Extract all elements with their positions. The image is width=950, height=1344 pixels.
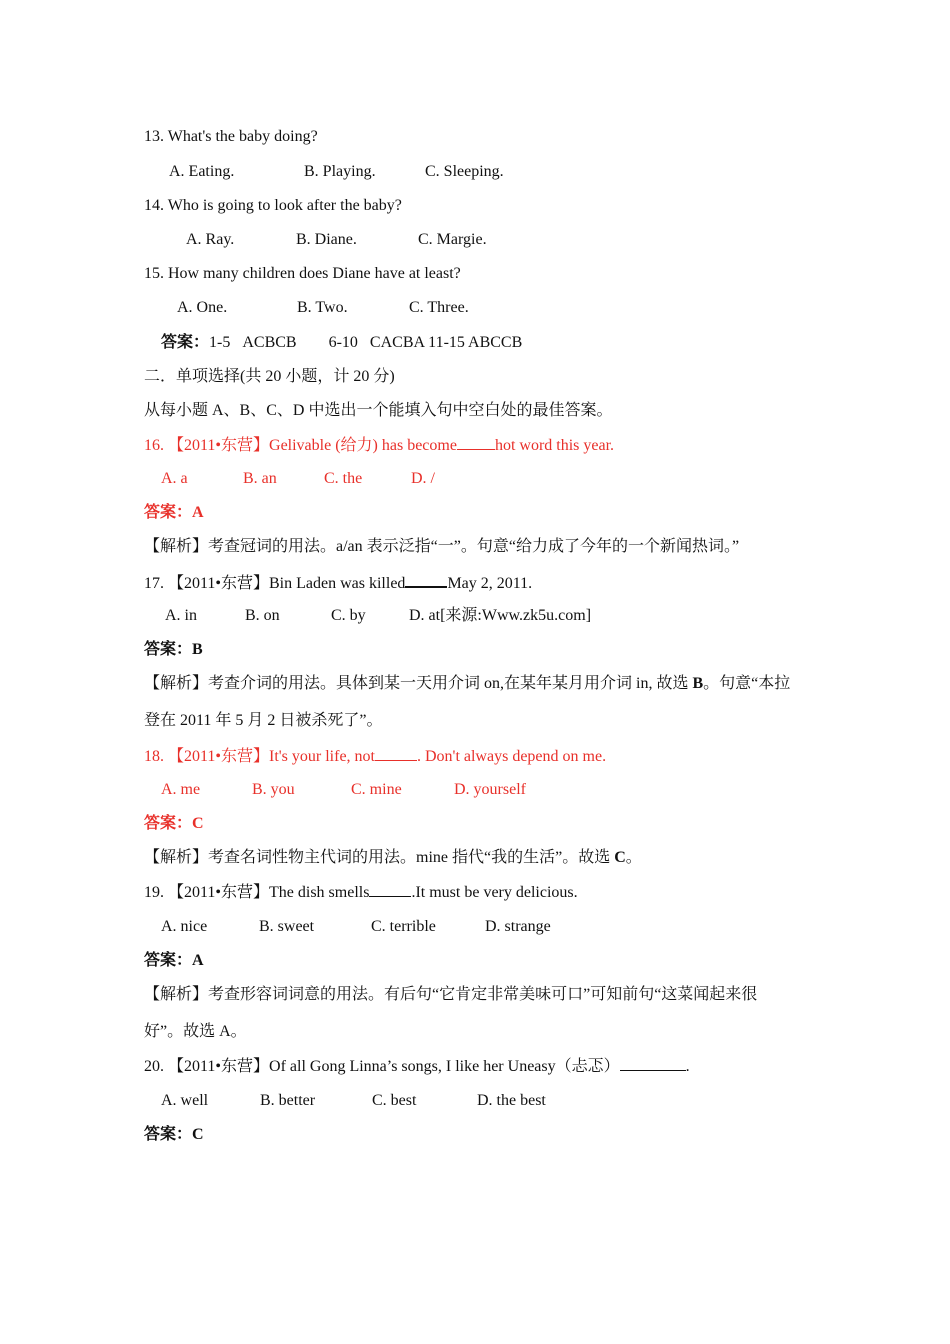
answer-blank — [375, 746, 417, 761]
answer-label: 答案： — [144, 1126, 193, 1143]
listening-answer-line — [161, 333, 522, 353]
answer-blank — [620, 1056, 686, 1071]
question-17-analysis-line-2: 登在 2011 年 5 月 2 日被杀死了”。 — [144, 712, 383, 729]
answer-blank — [369, 882, 411, 897]
option-a: A. One. — [177, 299, 228, 316]
option-a: A. Eating. — [169, 163, 235, 180]
answer-value: A — [192, 504, 204, 521]
option-a: A. a — [161, 470, 188, 487]
section-2-instruction: 从每小题 A、B、C、D 中选出一个能填入句中空白处的最佳答案。 — [144, 402, 613, 419]
question-16-analysis: 【解析】考查冠词的用法。a/an 表示泛指“一”。句意“给力成了今年的一个新闻热词。” — [144, 538, 740, 555]
answer-label: 答案： — [144, 952, 193, 969]
answer-value: C — [192, 815, 204, 832]
option-b: B. an — [243, 470, 277, 487]
option-a: A. me — [161, 781, 201, 798]
analysis-choice: C — [614, 849, 626, 866]
question-19 — [144, 882, 578, 903]
analysis-text: 【解析】考查名词性物主代词的用法。mine 指代“我的生活”。故选 — [144, 849, 615, 866]
analysis-choice: B — [692, 675, 704, 692]
option-b: B. Two. — [297, 299, 348, 316]
option-a: A. in — [165, 607, 197, 624]
question-17-answer — [144, 640, 203, 660]
question-18-text-after: . Don't always depend on me. — [417, 748, 607, 765]
option-b: B. better — [260, 1092, 316, 1109]
answer-label: 答案： — [144, 641, 193, 658]
option-d: D. at[来源:Www.zk5u.com] — [409, 607, 592, 624]
question-18 — [144, 746, 606, 767]
question-20-answer — [144, 1125, 204, 1145]
question-17-text-after: May 2, 2011. — [447, 575, 533, 592]
option-b: B. Diane. — [296, 231, 357, 248]
option-c: C. Sleeping. — [425, 163, 504, 180]
option-a: A. well — [161, 1092, 209, 1109]
option-d: D. strange — [485, 918, 551, 935]
answer-value: B — [192, 641, 203, 658]
option-c: C. mine — [351, 781, 402, 798]
answer-label: 答案： — [144, 504, 193, 521]
answer-label: 答案： — [144, 815, 193, 832]
question-18-analysis — [144, 848, 642, 868]
option-c: C. the — [324, 470, 363, 487]
option-c: C. best — [372, 1092, 417, 1109]
question-19-answer — [144, 951, 204, 971]
question-15: 15. How many children does Diane have at least? — [144, 265, 461, 282]
question-16 — [144, 435, 614, 456]
question-13: 13. What's the baby doing? — [144, 128, 318, 145]
option-a: A. nice — [161, 918, 208, 935]
answer-blank — [457, 435, 495, 450]
question-18-answer — [144, 814, 204, 834]
option-c: C. Margie. — [418, 231, 487, 248]
option-b: B. you — [252, 781, 295, 798]
question-20-text-after: . — [685, 1058, 690, 1075]
option-a: A. Ray. — [186, 231, 235, 248]
option-b: B. sweet — [259, 918, 315, 935]
analysis-text-end: 。句意“本拉 — [703, 675, 791, 692]
listening-answer-keys: 1-5 ACBCB 6-10 CACBA 11-15 ABCCB — [209, 334, 523, 351]
analysis-text-end: 。 — [625, 849, 642, 866]
question-16-text-before: 16. 【2011•东营】Gelivable (给力) has become — [144, 437, 457, 454]
section-2-heading: 二．单项选择(共 20 小题，计 20 分) — [144, 368, 395, 385]
option-c: C. terrible — [371, 918, 436, 935]
answer-blank — [405, 572, 447, 588]
answer-value: A — [192, 952, 204, 969]
option-d: D. / — [411, 470, 435, 487]
question-14: 14. Who is going to look after the baby? — [144, 197, 402, 214]
question-19-text-before: 19. 【2011•东营】The dish smells — [144, 884, 370, 901]
option-b: B. Playing. — [304, 163, 376, 180]
question-16-answer — [144, 503, 204, 523]
question-17-text-before: 17. 【2011•东营】Bin Laden was killed — [144, 575, 406, 592]
option-d: D. yourself — [454, 781, 526, 798]
question-20 — [144, 1056, 690, 1077]
question-18-text-before: 18. 【2011•东营】It's your life, not — [144, 748, 375, 765]
option-c: C. Three. — [409, 299, 469, 316]
option-d: D. the best — [477, 1092, 546, 1109]
question-19-analysis: 【解析】考查形容词词意的用法。有后句“它肯定非常美味可口”可知前句“这菜闻起来很 — [144, 986, 758, 1003]
answer-value: C — [192, 1126, 204, 1143]
question-19-analysis-line-2: 好”。故选 A。 — [144, 1023, 247, 1040]
option-b: B. on — [245, 607, 280, 624]
question-17-analysis — [144, 674, 790, 694]
question-19-text-after: .It must be very delicious. — [411, 884, 578, 901]
option-c: C. by — [331, 607, 366, 624]
question-20-text-before: 20. 【2011•东营】Of all Gong Linna’s songs, I like her Uneasy（忐忑） — [144, 1058, 620, 1075]
question-17 — [144, 572, 532, 594]
question-16-text-after: hot word this year. — [494, 437, 615, 454]
answer-label: 答案： — [161, 334, 210, 351]
analysis-text: 【解析】考查介词的用法。具体到某一天用介词 on,在某年某月用介词 in, 故选 — [144, 675, 693, 692]
